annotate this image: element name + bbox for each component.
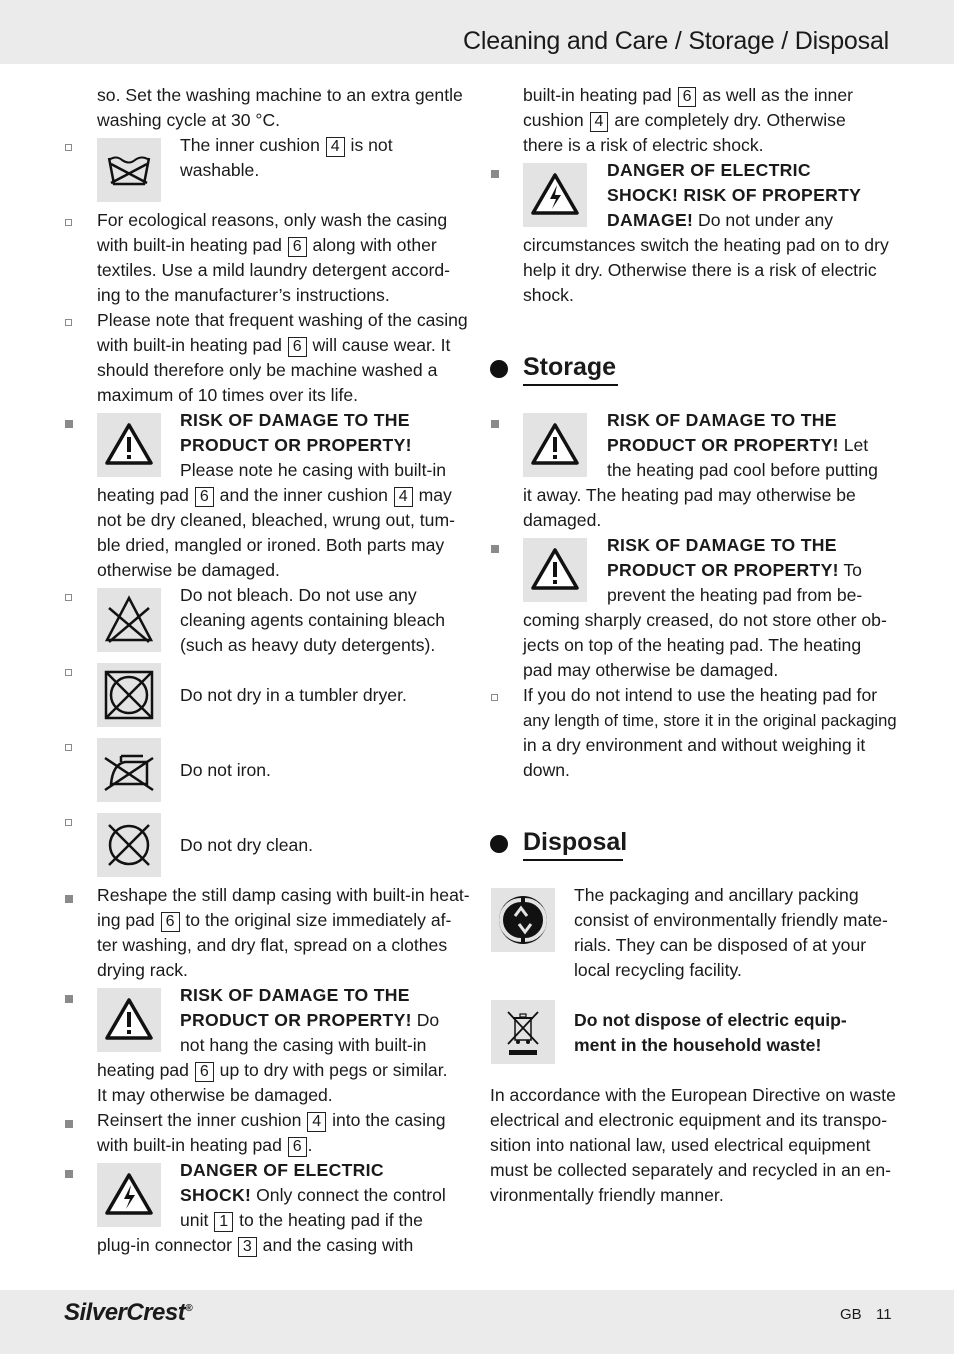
bullet-solid — [65, 1170, 73, 1178]
do-not-wash-icon — [97, 138, 161, 202]
text-line: cleaning agents containing bleach — [180, 610, 446, 630]
text-line: The inner cushion 4 is not — [180, 135, 393, 155]
text-line: (such as heavy duty detergents). — [180, 635, 436, 655]
bullet-hollow — [65, 819, 72, 826]
text-line: heating pad 6 up to dry with pegs or similar. — [97, 1060, 448, 1080]
text-line: must be collected separately and recycled in an en- — [490, 1160, 891, 1180]
text-line: Reshape the still damp casing with built-in heat- — [97, 885, 470, 905]
text-line: rials. They can be disposed of at your — [574, 935, 867, 955]
text-line: Do not bleach. Do not use any — [180, 585, 417, 605]
text-line: circumstances switch the heating pad on to dry — [523, 235, 889, 255]
do-not-dry-clean-icon — [97, 813, 161, 877]
text-line: If you do not intend to use the heating pad for — [523, 685, 878, 705]
text-line: not be dry cleaned, bleached, wrung out, tum- — [97, 510, 455, 530]
brand-logo: SilverCrest® — [64, 1299, 193, 1326]
warning-icon — [523, 413, 587, 477]
text-line: it away. The heating pad may otherwise be — [523, 485, 856, 505]
section-underline — [523, 384, 618, 386]
text-line: with built-in heating pad 6 will cause wear. It — [97, 335, 451, 355]
warning-icon — [523, 538, 587, 602]
text-line: the heating pad cool before putting — [607, 460, 878, 480]
text-line: Do not dry in a tumbler dryer. — [180, 685, 407, 705]
storage-heading: Storage — [523, 353, 617, 381]
text-line: unit 1 to the heating pad if the — [180, 1210, 423, 1230]
text-line: For ecological reasons, only wash the casing — [97, 210, 448, 230]
text-line: ing pad 6 to the original size immediately af- — [97, 910, 452, 930]
warning-heading: SHOCK! RISK OF PROPERTY — [607, 185, 862, 205]
text-line: ter washing, and dry flat, spread on a clothes — [97, 935, 448, 955]
text-line: drying rack. — [97, 960, 188, 980]
text-line: It may otherwise be damaged. — [97, 1085, 333, 1105]
language-code: GB — [840, 1306, 862, 1323]
disposal-heading: Disposal — [523, 828, 628, 856]
text-line: coming sharply creased, do not store other ob- — [523, 610, 887, 630]
text-line: with built-in heating pad 6 . — [97, 1135, 313, 1155]
text-line: prevent the heating pad from be- — [607, 585, 863, 605]
warning-heading: RISK OF DAMAGE TO THE — [607, 410, 837, 430]
text-line: shock. — [523, 285, 574, 305]
text-line: PRODUCT OR PROPERTY! Do — [180, 1010, 440, 1030]
bullet-solid — [491, 170, 499, 178]
warning-heading: DANGER OF ELECTRIC — [607, 160, 811, 180]
warning-heading: RISK OF DAMAGE TO THE — [180, 985, 410, 1005]
bullet-solid — [65, 995, 73, 1003]
do-not-tumble-dry-icon — [97, 663, 161, 727]
section-underline — [523, 859, 623, 861]
text-line: otherwise be damaged. — [97, 560, 280, 580]
warning-heading: Do not dispose of electric equip- — [574, 1010, 847, 1030]
section-bullet — [490, 360, 508, 378]
bullet-hollow — [65, 219, 72, 226]
do-not-iron-icon — [97, 738, 161, 802]
text-line: consist of environmentally friendly mate- — [574, 910, 888, 930]
text-line: help it dry. Otherwise there is a risk of electric — [523, 260, 877, 280]
bullet-solid — [65, 420, 73, 428]
text-line: textiles. Use a mild laundry detergent accord- — [97, 260, 451, 280]
text-line: DAMAGE! Do not under any — [607, 210, 834, 230]
bullet-hollow — [65, 319, 72, 326]
text-line: down. — [523, 760, 570, 780]
text-line: there is a risk of electric shock. — [523, 135, 764, 155]
text-line: electrical and electronic equipment and its transpo- — [490, 1110, 888, 1130]
bullet-solid — [65, 1120, 73, 1128]
text-line: plug-in connector 3 and the casing with — [97, 1235, 414, 1255]
text-line: SHOCK! Only connect the control — [180, 1185, 446, 1205]
text-line: Reinsert the inner cushion 4 into the casing — [97, 1110, 446, 1130]
text-line: Please note that frequent washing of the casing — [97, 310, 468, 330]
text-line: The packaging and ancillary packing — [574, 885, 859, 905]
section-bullet — [490, 835, 508, 853]
bullet-hollow — [491, 694, 498, 701]
crossed-out-bin-icon — [491, 1000, 555, 1064]
warning-heading: DANGER OF ELECTRIC — [180, 1160, 384, 1180]
page-title: Cleaning and Care / Storage / Disposal — [463, 27, 889, 55]
text-line: ble dried, mangled or ironed. Both parts may — [97, 535, 445, 555]
text-line: jects on top of the heating pad. The heating — [523, 635, 862, 655]
warning-heading: RISK OF DAMAGE TO THE — [607, 535, 837, 555]
text-line: Please note he casing with built-in — [180, 460, 447, 480]
text-line: built-in heating pad 6 as well as the inner — [523, 85, 853, 105]
warning-icon — [97, 413, 161, 477]
bullet-solid — [491, 420, 499, 428]
electric-shock-warning-icon — [523, 163, 587, 227]
text-line: heating pad 6 and the inner cushion 4 may — [97, 485, 452, 505]
text-line: washing cycle at 30 °C. — [97, 110, 281, 130]
bullet-hollow — [65, 594, 72, 601]
text-line: washable. — [180, 160, 260, 180]
warning-icon — [97, 988, 161, 1052]
warning-heading: RISK OF DAMAGE TO THE — [180, 410, 410, 430]
text-line: with built-in heating pad 6 along with other — [97, 235, 437, 255]
warning-heading: PRODUCT OR PROPERTY! — [180, 435, 412, 455]
bullet-hollow — [65, 669, 72, 676]
text-line: damaged. — [523, 510, 602, 530]
text-line: ing to the manufacturer’s instructions. — [97, 285, 390, 305]
text-line: Do not iron. — [180, 760, 271, 780]
electric-shock-warning-icon — [97, 1163, 161, 1227]
text-line: in a dry environment and without weighing it — [523, 735, 866, 755]
bullet-solid — [491, 545, 499, 553]
text-line: not hang the casing with built-in — [180, 1035, 427, 1055]
text-line: maximum of 10 times over its life. — [97, 385, 359, 405]
text-line: Do not dry clean. — [180, 835, 314, 855]
text-line: sition into national law, used electrical equipment — [490, 1135, 871, 1155]
text-line: In accordance with the European Directive on waste — [490, 1085, 896, 1105]
text-line: local recycling facility. — [574, 960, 742, 980]
text-line: cushion 4 are completely dry. Otherwise — [523, 110, 846, 130]
bullet-hollow — [65, 144, 72, 151]
do-not-bleach-icon — [97, 588, 161, 652]
text-line: pad may otherwise be damaged. — [523, 660, 779, 680]
text-line: so. Set the washing machine to an extra gentle — [97, 85, 463, 105]
text-line: PRODUCT OR PROPERTY! Let — [607, 435, 869, 455]
bullet-hollow — [65, 744, 72, 751]
bullet-solid — [65, 895, 73, 903]
text-line: vironmentally friendly manner. — [490, 1185, 724, 1205]
page-number: 11 — [876, 1306, 892, 1323]
warning-heading: ment in the household waste! — [574, 1035, 822, 1055]
green-dot-recycling-icon — [491, 888, 555, 952]
text-line: should therefore only be machine washed a — [97, 360, 438, 380]
text-line: PRODUCT OR PROPERTY! To — [607, 560, 862, 580]
text-line: any length of time, store it in the original packaging — [523, 711, 897, 730]
